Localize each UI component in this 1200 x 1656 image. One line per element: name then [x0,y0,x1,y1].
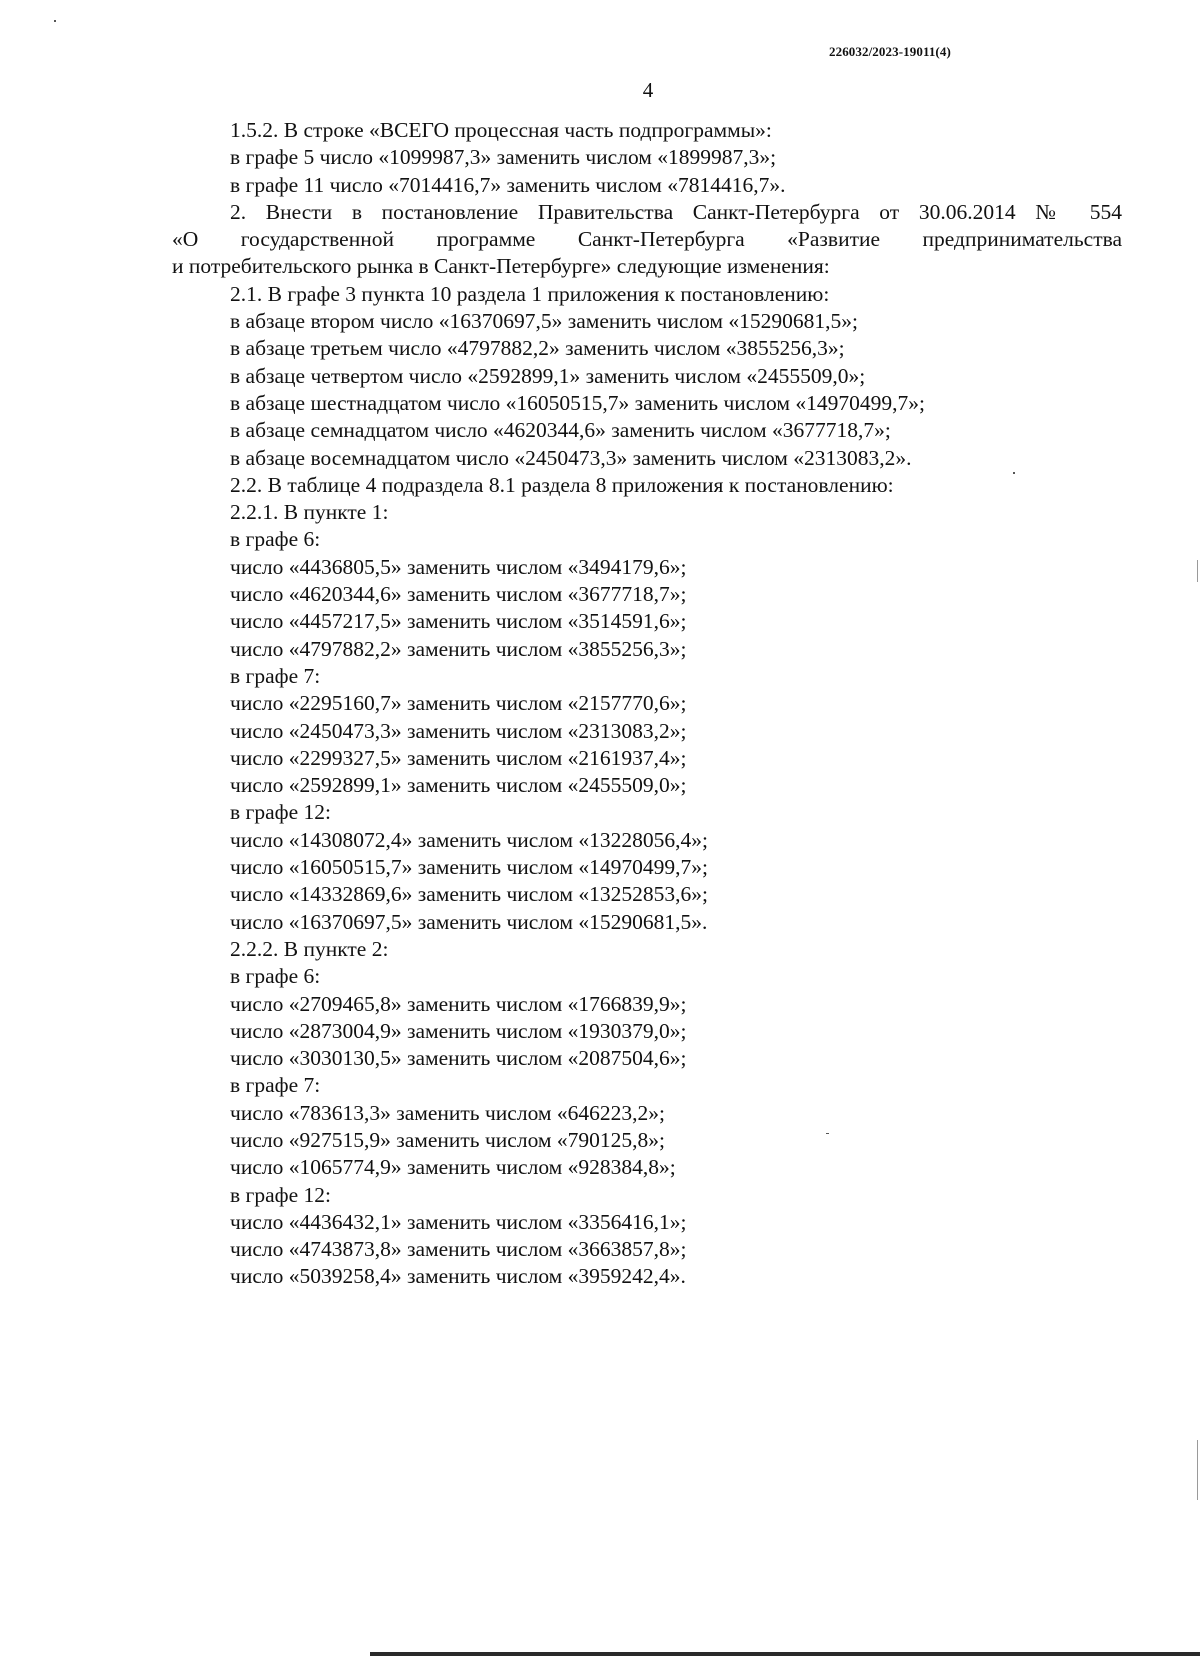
document-line: в графе 12: [230,1182,331,1207]
document-line: в графе 5 число «1099987,3» заменить числом «1899987,3»; [230,145,777,170]
document-line: в абзаце шестнадцатом число «16050515,7» заменить числом «14970499,7»; [230,390,925,415]
document-line: число «783613,3» заменить числом «646223,2»; [230,1100,665,1125]
document-line: в абзаце третьем число «4797882,2» заменить числом «3855256,3»; [230,336,845,361]
document-line: число «4436805,5» заменить числом «3494179,6»; [230,554,687,579]
scan-speck [54,20,56,22]
document-id: 226032/2023-19011(4) [829,44,951,59]
document-line: в графе 12: [230,800,331,825]
document-line: 2.1. В графе 3 пункта 10 раздела 1 приложения к постановлению: [230,281,830,306]
document-line: число «4436432,1» заменить числом «3356416,1»; [230,1209,687,1234]
document-line: число «1065774,9» заменить числом «928384,8»; [230,1155,676,1180]
document-line: число «3030130,5» заменить числом «2087504,6»; [230,1046,687,1071]
document-line: в графе 6: [230,527,321,552]
document-line: число «14308072,4» заменить числом «13228056,4»; [230,827,708,852]
document-line: число «16370697,5» заменить числом «15290681,5». [230,909,708,934]
page-number: 4 [642,78,654,102]
document-line: в графе 7: [230,1073,321,1098]
document-line: 1.5.2. В строке «ВСЕГО процессная часть подпрограммы»: [230,118,772,142]
document-line: число «4620344,6» заменить числом «3677718,7»; [230,582,687,607]
document-line: число «2299327,5» заменить числом «2161937,4»; [230,745,687,770]
document-line: число «2450473,3» заменить числом «2313083,2»; [230,718,687,743]
document-line: число «2709465,8» заменить числом «1766839,9»; [230,991,687,1016]
scan-edge-mark [1197,1440,1198,1500]
document-line: в абзаце втором число «16370697,5» заменить числом «15290681,5»; [230,309,859,334]
document-line: 2.2.2. В пункте 2: [230,936,389,961]
scan-bottom-edge [370,1652,1200,1656]
document-line: число «2295160,7» заменить числом «2157770,6»; [230,691,687,716]
scan-edge-mark [1197,560,1198,582]
document-line: число «4743873,8» заменить числом «3663857,8»; [230,1237,687,1262]
document-line: в графе 7: [230,663,321,688]
document-line: число «5039258,4» заменить числом «3959242,4». [230,1264,686,1289]
document-line: и потребительского рынка в Санкт-Петербурге» следующие изменения: [172,254,830,279]
document-line: число «4797882,2» заменить числом «3855256,3»; [230,636,687,661]
scan-speck [826,1133,829,1134]
document-body [172,117,1122,1291]
document-line: в абзаце восемнадцатом число «2450473,3» заменить числом «2313083,2». [230,445,912,470]
document-line: «О государственной программе Санкт-Петербурга «Развитие предпринимательства [172,227,1122,252]
document-line: число «927515,9» заменить числом «790125,8»; [230,1127,665,1152]
document-line: 2.2.1. В пункте 1: [230,500,389,525]
document-line: в графе 6: [230,964,321,989]
document-line: в графе 11 число «7014416,7» заменить числом «7814416,7». [230,172,786,197]
document-line: число «16050515,7» заменить числом «14970499,7»; [230,855,708,880]
document-line: число «2592899,1» заменить числом «2455509,0»; [230,773,687,798]
scan-speck [1013,472,1015,474]
document-line: 2.2. В таблице 4 подраздела 8.1 раздела 8 приложения к постановлению: [230,472,894,497]
document-line: 2. Внести в постановление Правительства Санкт-Петербурга от 30.06.2014 № 554 [230,199,1122,224]
document-line: в абзаце семнадцатом число «4620344,6» заменить числом «3677718,7»; [230,418,891,443]
document-line: число «2873004,9» заменить числом «1930379,0»; [230,1018,687,1043]
document-line: в абзаце четвертом число «2592899,1» заменить числом «2455509,0»; [230,363,866,388]
document-line: число «4457217,5» заменить числом «3514591,6»; [230,609,687,634]
document-line: число «14332869,6» заменить числом «13252853,6»; [230,882,708,907]
